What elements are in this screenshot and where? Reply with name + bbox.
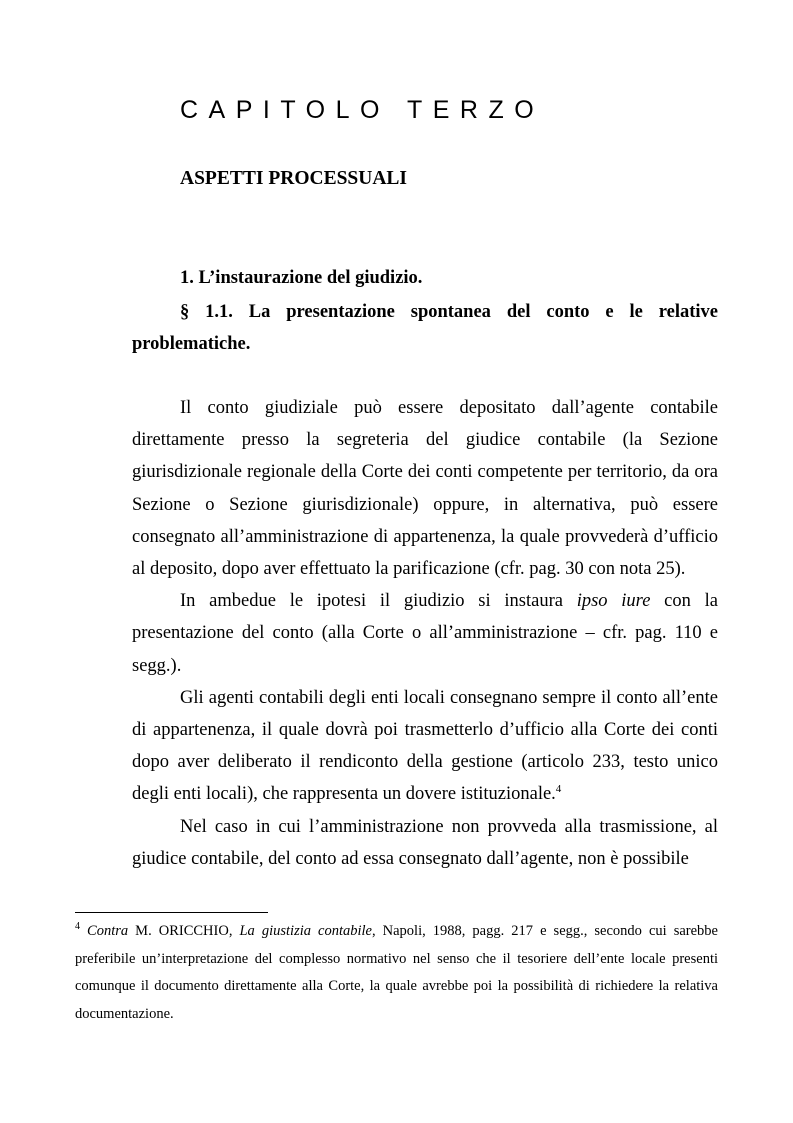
heading-instaurazione: 1. L’instaurazione del giudizio. (180, 268, 423, 288)
footnote (75, 918, 718, 1028)
footnote-separator (75, 912, 268, 913)
paragraph-2-italic-term: ipso iure (576, 591, 651, 612)
paragraph-2 (132, 585, 718, 682)
heading-presentazione-spontanea: § 1.1. La presentazione spontanea del conto e le relative problematiche. (132, 302, 718, 354)
footnote-italic-contra: Contra (87, 923, 129, 939)
paragraph-4: Nel caso in cui l’amministrazione non provveda alla trasmissione, al giudice contabile, del conto ad essa consegnato dall’agente, non è possibile (132, 816, 718, 869)
section-title: ASPETTI PROCESSUALI (180, 168, 408, 189)
footnote-reference[interactable]: 4 (555, 783, 562, 796)
chapter-title: CAPITOLO TERZO (180, 96, 545, 124)
footnote-text-rest: , Napoli, 1988, pagg. 217 e segg., secondo cui sarebbe preferibile un’interpretazione del complesso normativo nel senso che il tesoriere dell’ente locale presenti comunque il documento direttamente alla Corte, la quale avrebbe poi la possibilità di richiedere la relativa documentazione. (75, 923, 718, 1022)
paragraph-1: Il conto giudiziale può essere depositato dall’agente contabile direttamente presso la segreteria del giudice contabile (la Sezione giurisdizionale regionale della Corte dei conti competente per territorio, da ora Sezione o Sezione giurisdizionale) oppure, in alternativa, può essere consegnato all’amministrazione di appartenenza, la quale provvederà d’ufficio al deposito, dopo aver effettuato la parificazione (cfr. pag. 30 con nota 25). (132, 398, 718, 580)
paragraph-3-text: Gli agenti contabili degli enti locali consegnano sempre il conto all’ente di appartenenza, il quale dovrà poi trasmetterlo d’ufficio alla Corte dei conti dopo aver deliberato il rendiconto della gestione (articolo 233, testo unico degli enti locali), che rappresenta un dovere istituzionale. (132, 687, 718, 805)
footnote-italic-book-title: La giustizia contabile (239, 923, 372, 939)
paragraph-2-text-start: In ambedue le ipotesi il giudizio si instaura (180, 591, 577, 612)
footnote-number: 4 (75, 921, 80, 932)
body-text (132, 392, 718, 875)
paragraph-3 (132, 682, 718, 811)
footnote-text-author: M. ORICCHIO, (128, 923, 240, 939)
paragraph-2-text-end: con la presentazione del conto (alla Corte o all’amministrazione – cfr. pag. 110 e segg.). (132, 591, 718, 676)
